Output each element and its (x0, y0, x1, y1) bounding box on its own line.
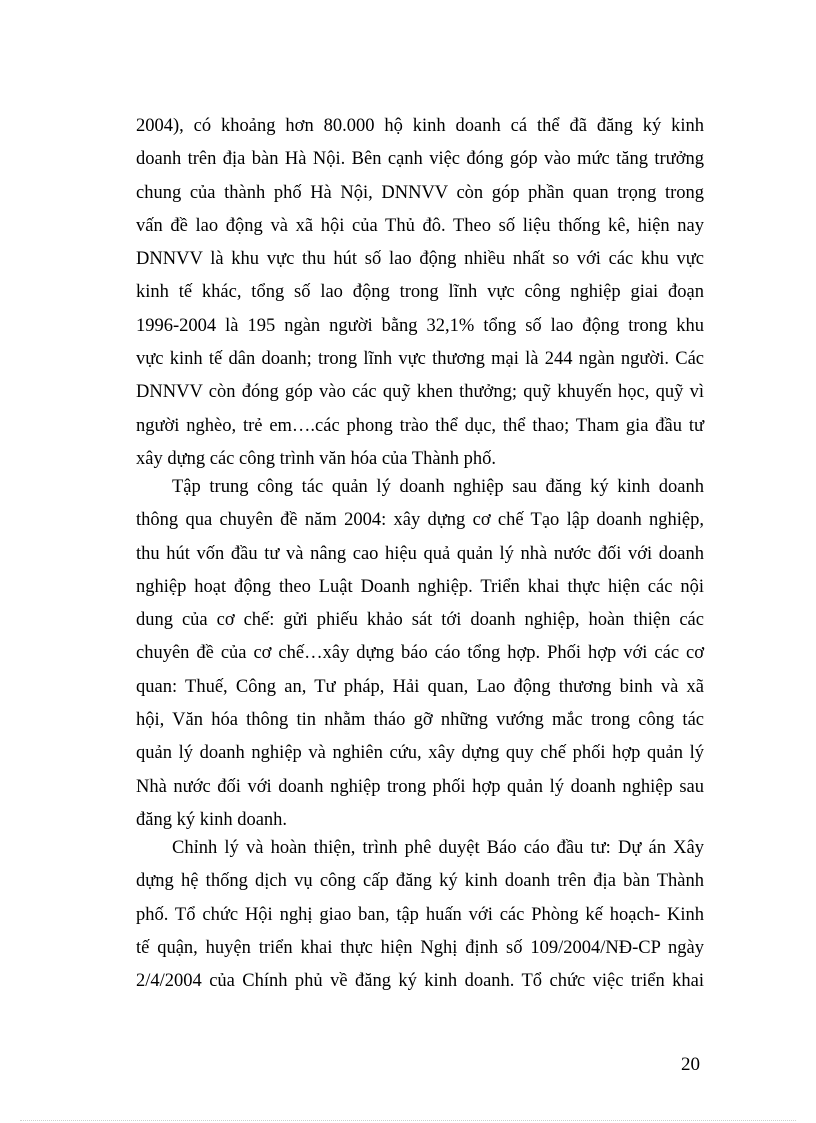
text-line: Tập trung công tác quản lý doanh nghiệp sau đăng ký kinh doanh (172, 477, 704, 497)
text-line: chung của thành phố Hà Nội, DNNVV còn góp phần quan trọng trong (136, 182, 704, 203)
text-line: 2/4/2004 của Chính phủ về đăng ký kinh doanh. Tổ chức việc triển khai (136, 971, 704, 992)
footer-divider (20, 1120, 796, 1121)
text-line: phố. Tổ chức Hội nghị giao ban, tập huấn với các Phòng kế hoạch- Kinh (136, 904, 704, 925)
text-line: người nghèo, trẻ em….các phong trào thể dục, thể thao; Tham gia đầu tư (136, 415, 704, 436)
text-line: 2004), có khoảng hơn 80.000 hộ kinh doanh cá thể đã đăng ký kinh (136, 116, 704, 136)
text-line: đăng ký kinh doanh. (136, 809, 288, 830)
text-line: vực kinh tế dân doanh; trong lĩnh vực thương mại là 244 ngàn người. Các (136, 349, 704, 370)
paragraph-3 (136, 832, 704, 998)
text-line: doanh trên địa bàn Hà Nội. Bên cạnh việc đóng góp vào mức tăng trưởng (136, 149, 704, 170)
text-line: vấn đề lao động và xã hội của Thủ đô. Theo số liệu thống kê, hiện nay (136, 215, 704, 236)
text-line: quản lý doanh nghiệp và nghiên cứu, xây dựng quy chế phối hợp quản lý (136, 743, 704, 764)
text-line: xây dựng các công trình văn hóa của Thành phố. (136, 448, 497, 469)
text-line: 1996-2004 là 195 ngàn người bằng 32,1% tổng số lao động trong khu (136, 315, 704, 336)
text-line: dung của cơ chế: gửi phiếu khảo sát tới doanh nghiệp, hoàn thiện các (136, 610, 704, 631)
paragraph-1 (136, 110, 704, 476)
text-line: DNNVV còn đóng góp vào các quỹ khen thưởng; quỹ khuyến học, quỹ vì (136, 382, 704, 403)
text-line: tế quận, huyện triển khai thực hiện Nghị định số 109/2004/NĐ-CP ngày (136, 937, 704, 958)
text-line: kinh tế khác, tổng số lao động trong lĩnh vực công nghiệp giai đoạn (136, 282, 704, 303)
text-line: thu hút vốn đầu tư và nâng cao hiệu quả quản lý nhà nước đối với doanh (136, 543, 704, 564)
page-number: 20 (681, 1054, 700, 1075)
text-line: dựng hệ thống dịch vụ công cấp đăng ký kinh doanh trên địa bàn Thành (136, 871, 704, 892)
text-line: chuyên đề của cơ chế…xây dựng báo cáo tổng hợp. Phối hợp với các cơ (136, 643, 704, 664)
text-line: thông qua chuyên đề năm 2004: xây dựng cơ chế Tạo lập doanh nghiệp, (136, 510, 704, 531)
text-line: DNNVV là khu vực thu hút số lao động nhiều nhất so với các khu vực (136, 249, 704, 270)
paragraph-2 (136, 471, 704, 837)
text-line: nghiệp hoạt động theo Luật Doanh nghiệp. Triển khai thực hiện các nội (136, 576, 704, 597)
text-line: hội, Văn hóa thông tin nhằm tháo gỡ những vướng mắc trong công tác (136, 710, 704, 731)
text-line: Nhà nước đối với doanh nghiệp trong phối hợp quản lý doanh nghiệp sau (136, 776, 704, 797)
text-line: Chỉnh lý và hoàn thiện, trình phê duyệt Báo cáo đầu tư: Dự án Xây (172, 838, 704, 858)
text-line: quan: Thuế, Công an, Tư pháp, Hải quan, Lao động thương binh và xã (136, 676, 704, 697)
